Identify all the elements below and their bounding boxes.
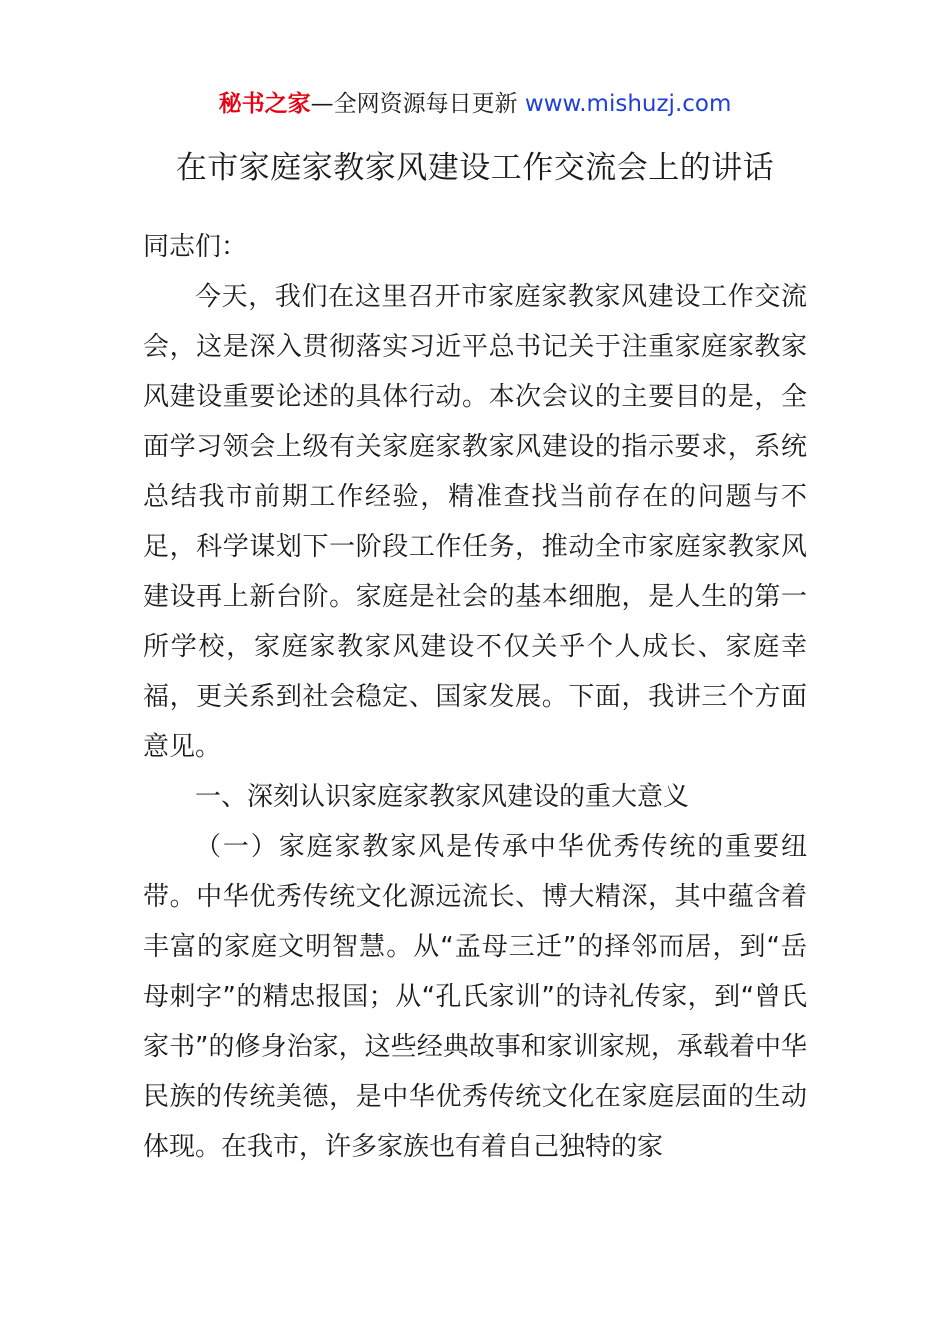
document-body bbox=[143, 222, 807, 1172]
site-header bbox=[0, 88, 950, 120]
paragraph-intro: 今天，我们在这里召开市家庭家教家风建设工作交流会，这是深入贯彻落实习近平总书记关于注重家庭家教家风建设重要论述的具体行动。本次会议的主要目的是，全面学习领会上级有关家庭家教家风建设的指示要求，系统总结我市前期工作经验，精准查找当前存在的问题与不足，科学谋划下一阶段工作任务，推动全市家庭家教家风建设再上新台阶。家庭是社会的基本细胞，是人生的第一所学校，家庭家教家风建设不仅关乎个人成长、家庭幸福，更关系到社会稳定、国家发展。下面，我讲三个方面意见。 bbox=[143, 282, 807, 762]
salutation: 同志们： bbox=[143, 232, 248, 262]
paragraph-section-1-1: （一）家庭家教家风是传承中华优秀传统的重要纽带。中华优秀传统文化源远流长、博大精深，其中蕴含着丰富的家庭文明智慧。从“孟母三迁”的择邻而居，到“岳母刺字”的精忠报国；从“孔氏家训”的诗礼传家，到“曾氏家书”的修身治家，这些经典故事和家训家规，承载着中华民族的传统美德，是中华优秀传统文化在家庭层面的生动体现。在我市，许多家族也有着自己独特的家 bbox=[143, 832, 807, 1162]
header-slogan: —全网资源每日更新 bbox=[310, 91, 518, 117]
document-title: 在市家庭家教家风建设工作交流会上的讲话 bbox=[175, 150, 775, 186]
section-heading-1: 一、深刻认识家庭家教家风建设的重大意义 bbox=[195, 782, 690, 812]
header-url-link[interactable]: www.mishuzj.com bbox=[524, 91, 732, 117]
brand-name: 秘书之家 bbox=[218, 91, 311, 117]
